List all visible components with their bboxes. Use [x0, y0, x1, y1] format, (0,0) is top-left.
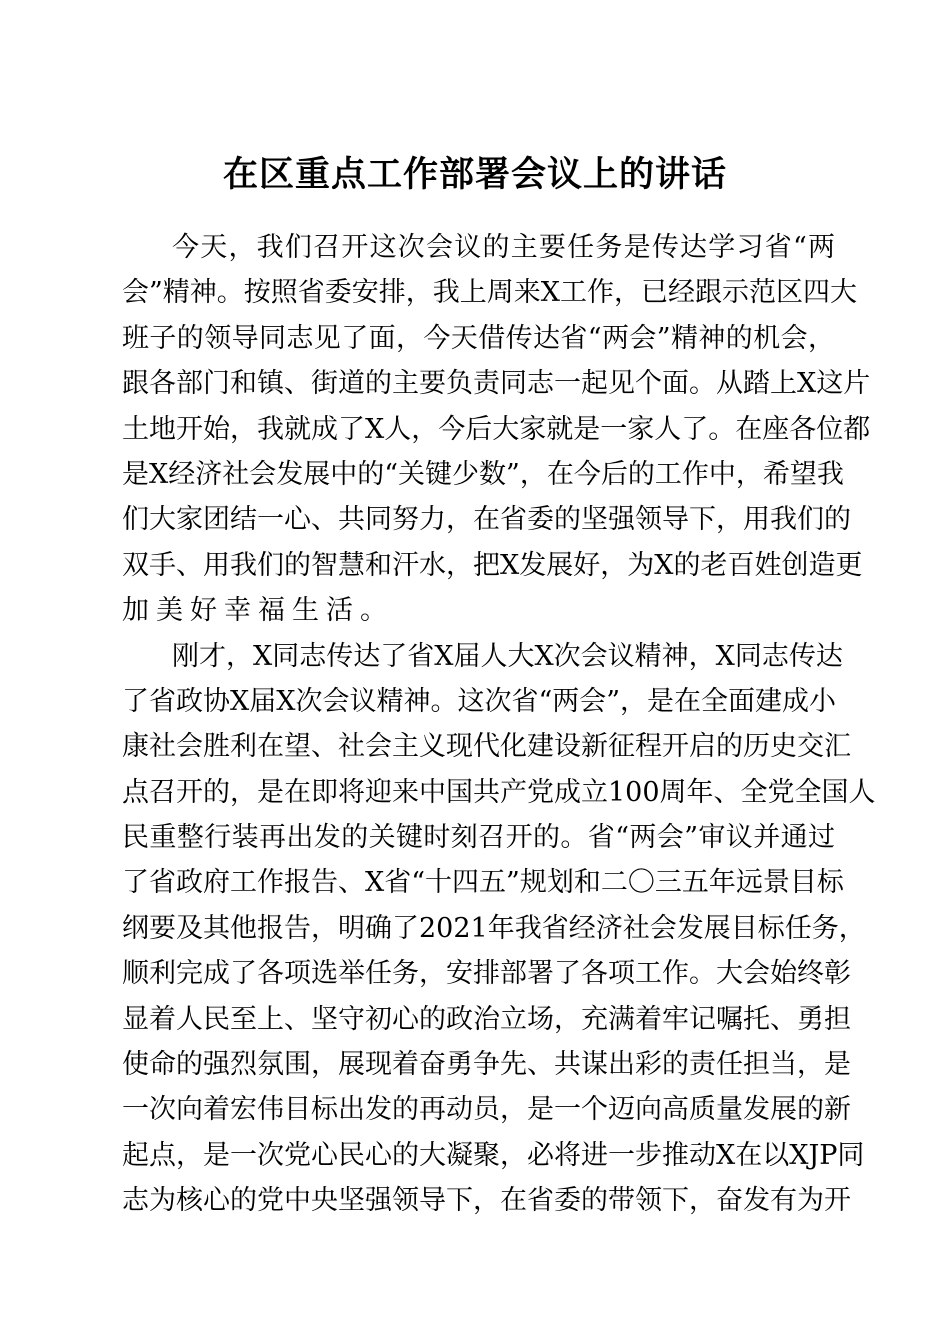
- text-line: 使命的强烈氛围，展现着奋勇争先、共谋出彩的责任担当，是: [122, 1049, 851, 1081]
- text-line: 志为核心的党中央坚强领导下，在省委的带领下，奋发有为开: [122, 1185, 851, 1217]
- text-line: 跟各部门和镇、街道的主要负责同志一起见个面。从踏上X这片: [122, 368, 871, 400]
- text-line: 一次向着宏伟目标出发的再动员，是一个迈向高质量发展的新: [122, 1094, 851, 1126]
- text-line: 顺利完成了各项选举任务，安排部署了各项工作。大会始终彰: [122, 958, 851, 990]
- text-line: 显着人民至上、坚守初心的政治立场，充满着牢记嘱托、勇担: [122, 1003, 851, 1035]
- text-line: 今天，我们召开这次会议的主要任务是传达学习省“两: [172, 232, 835, 263]
- paragraph-1: [122, 225, 871, 634]
- text-line: 民重整行装再出发的关键时刻召开的。省“两会”审议并通过: [122, 822, 835, 854]
- text-line: 纲要及其他报告，明确了2021年我省经济社会发展目标任务，: [122, 912, 866, 944]
- text-line: 双手、用我们的智慧和汗水，把X发展好，为X的老百姓创造更: [122, 549, 863, 581]
- text-line: 起点，是一次党心民心的大凝聚，必将进一步推动X在以XJP同: [122, 1139, 865, 1171]
- text-line: 点召开的，是在即将迎来中国共产党成立100周年、全党全国人: [122, 776, 876, 808]
- text-line: 刚才，X同志传达了省X届人大X次会议精神，X同志传达: [172, 640, 843, 672]
- text-line: 康社会胜利在望、社会主义现代化建设新征程开启的历史交汇: [122, 731, 851, 763]
- text-line: 们大家团结一心、共同努力，在省委的坚强领导下，用我们的: [122, 504, 851, 536]
- text-line: 班子的领导同志见了面，今天借传达省“两会”精神的机会，: [122, 322, 835, 354]
- text-line: 了省政协X届X次会议精神。这次省“两会”，是在全面建成小: [122, 685, 837, 717]
- document-title: 在区重点工作部署会议上的讲话: [222, 154, 727, 195]
- text-line: 了省政府工作报告、X省“十四五”规划和二〇三五年远景目标: [122, 867, 844, 899]
- text-line: 土地开始，我就成了X人，今后大家就是一家人了。在座各位都: [122, 413, 871, 445]
- paragraph-2: [122, 634, 876, 1224]
- text-line: 会”精神。按照省委安排，我上周来X工作，已经跟示范区四大: [122, 277, 858, 309]
- document-body: [122, 225, 876, 1224]
- text-line: 加美好幸福生活。: [122, 595, 394, 627]
- text-line: 是X经济社会发展中的“关键少数”，在今后的工作中，希望我: [122, 458, 844, 490]
